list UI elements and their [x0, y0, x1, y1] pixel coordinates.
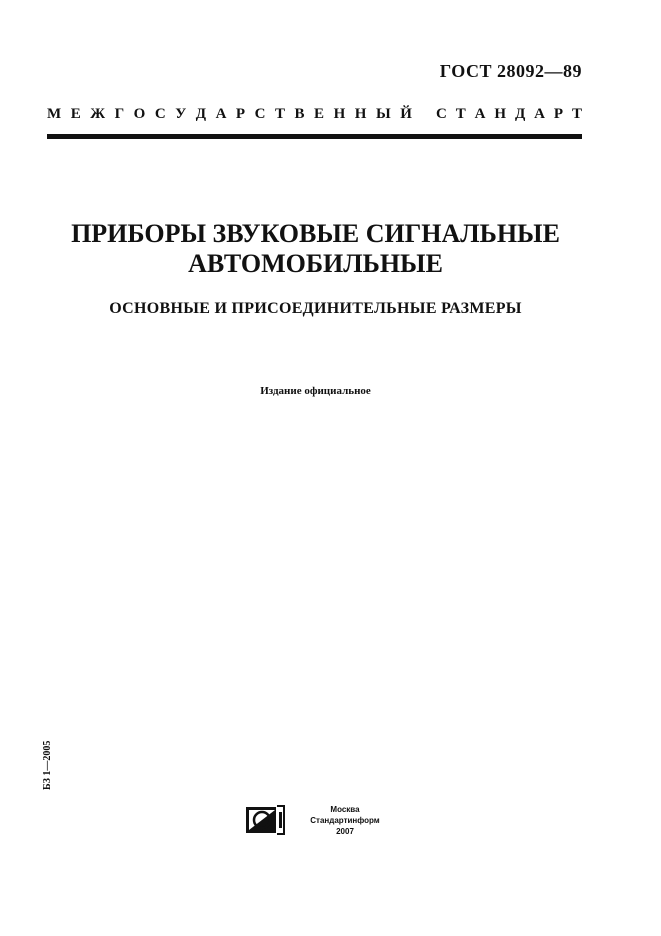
spaced-letter: Р	[235, 106, 246, 122]
document-title-line-2: АВТОМОБИЛЬНЫЕ	[188, 249, 443, 278]
document-subtitle: ОСНОВНЫЕ И ПРИСОЕДИНИТЕЛЬНЫЕ РАЗМЕРЫ	[109, 300, 522, 317]
spaced-letter: Т	[274, 106, 285, 122]
spaced-letter: Ж	[90, 106, 106, 122]
spaced-letter: Р	[553, 106, 564, 122]
spaced-letter: Е	[314, 106, 325, 122]
spaced-letter: Н	[494, 106, 507, 122]
document-title	[0, 219, 631, 279]
spaced-letter: А	[474, 106, 486, 122]
spaced-letter: О	[133, 106, 146, 122]
spaced-letter: Н	[333, 106, 346, 122]
spaced-letter: У	[175, 106, 187, 122]
edition-note: Издание официальное	[260, 385, 371, 397]
standard-category-heading	[47, 106, 582, 123]
spaced-letter: Н	[354, 106, 367, 122]
spaced-letter: Т	[571, 106, 582, 122]
spaced-letter: Д	[195, 106, 207, 122]
spaced-letter: А	[215, 106, 227, 122]
spaced-letter: А	[534, 106, 545, 122]
publisher-year: 2007	[336, 827, 354, 836]
publisher-city: Москва	[330, 805, 360, 814]
publisher-imprint	[300, 804, 390, 837]
spaced-letter: Й	[400, 106, 412, 122]
spaced-letter: Т	[455, 106, 466, 122]
category-word-interstate	[47, 106, 412, 123]
spaced-letter: Д	[514, 106, 526, 122]
header-divider	[47, 134, 582, 139]
spaced-letter: Г	[114, 106, 125, 122]
spaced-letter: С	[436, 106, 447, 122]
document-title-line-1: ПРИБОРЫ ЗВУКОВЫЕ СИГНАЛЬНЫЕ	[71, 219, 560, 248]
spaced-letter: С	[254, 106, 266, 122]
spaced-letter: С	[154, 106, 166, 122]
spaced-letter: М	[47, 106, 62, 122]
publisher-name: Стандартинформ	[310, 816, 380, 825]
spaced-letter: В	[294, 106, 305, 122]
side-code: БЗ 1—2005	[42, 740, 53, 790]
gost-number: ГОСТ 28092—89	[439, 61, 582, 81]
spaced-letter: Ы	[375, 106, 391, 122]
spaced-letter: Е	[70, 106, 81, 122]
category-word-standard	[436, 106, 582, 123]
standartinform-logo-icon	[246, 804, 286, 836]
